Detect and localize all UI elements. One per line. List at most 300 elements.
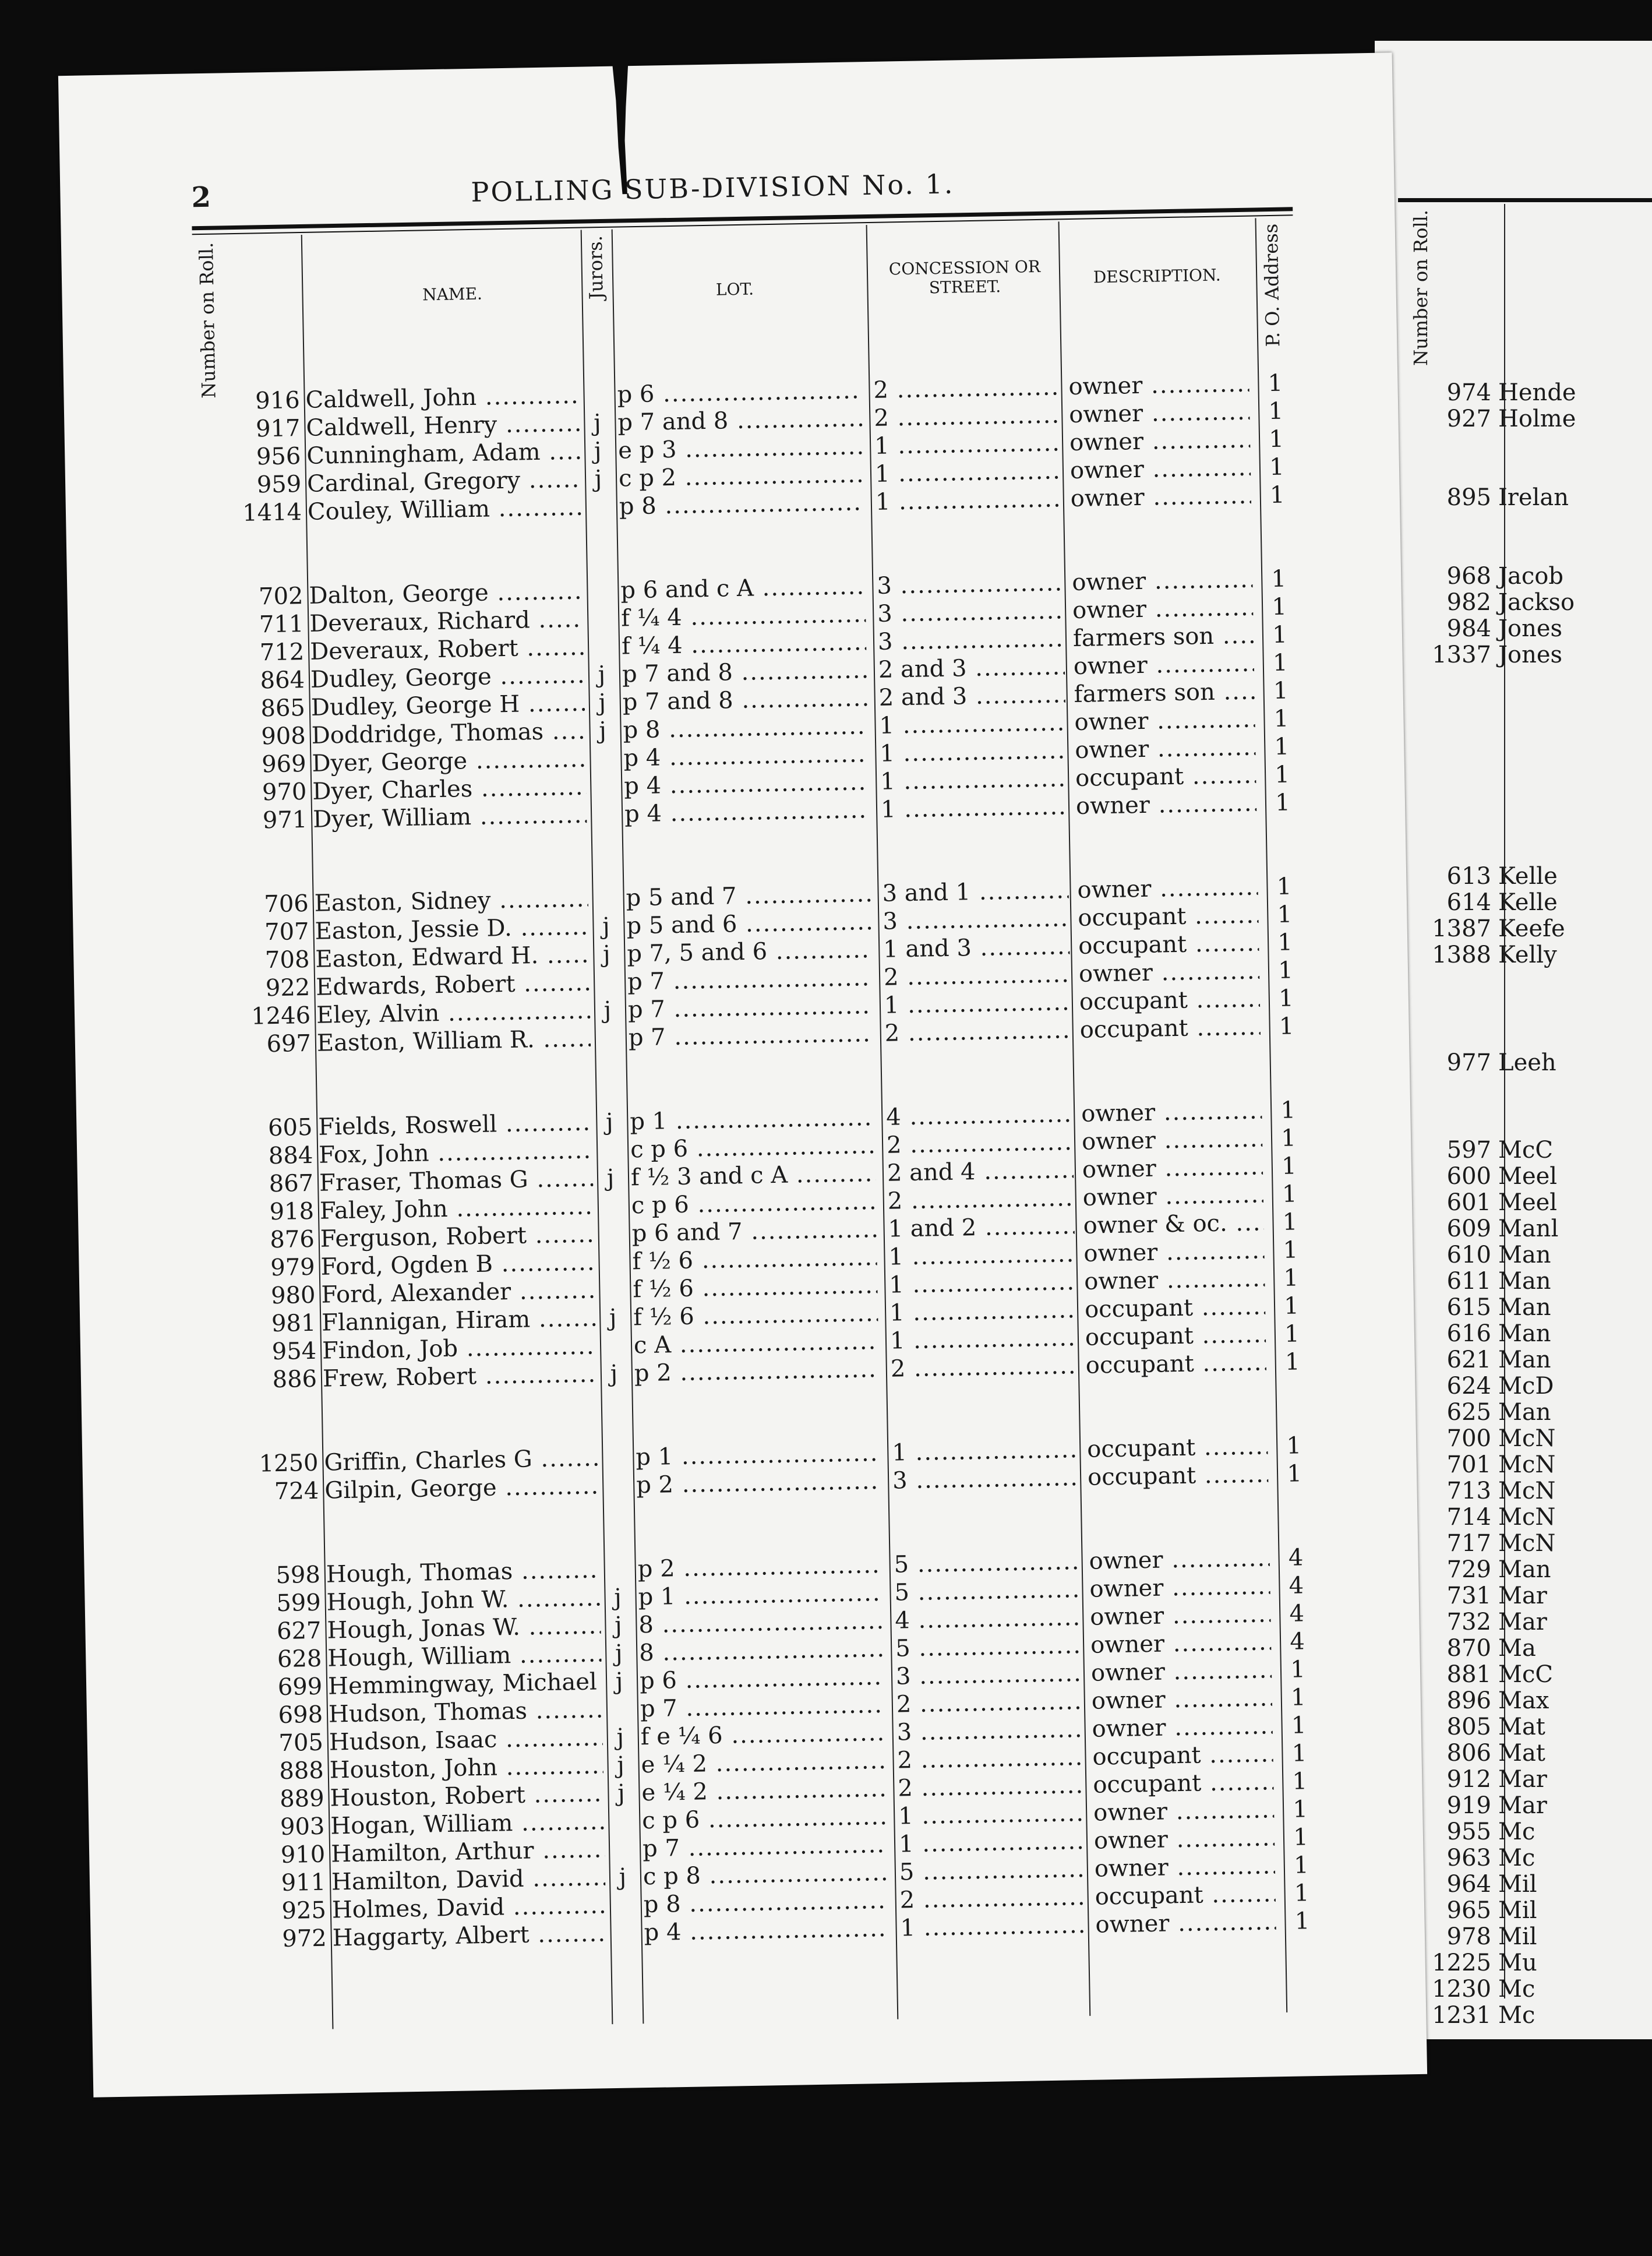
facing-entry bbox=[1386, 562, 1652, 590]
description: owner ..... bbox=[1069, 426, 1251, 457]
facing-entry bbox=[1386, 1870, 1652, 1898]
voter-name: Fox, John ..... bbox=[319, 1137, 593, 1169]
facing-roll-number: 614 bbox=[1446, 889, 1491, 916]
po-address: 1 bbox=[1271, 565, 1287, 593]
facing-voter-name: McN bbox=[1498, 1425, 1556, 1452]
page-header bbox=[191, 162, 1293, 216]
facing-roll-number: 601 bbox=[1446, 1189, 1491, 1216]
facing-roll-number: 965 bbox=[1446, 1897, 1491, 1924]
voter-name: Gilpin, George ..... bbox=[324, 1472, 599, 1504]
lot: p 4 ..... bbox=[624, 768, 869, 800]
facing-roll-number: 974 bbox=[1446, 379, 1491, 406]
voter-name: Faley, John ..... bbox=[320, 1193, 594, 1225]
description: occupant ..... bbox=[1085, 1348, 1266, 1379]
juror-mark bbox=[608, 1695, 631, 1696]
voter-name: Hemmingway, Michael ..... bbox=[328, 1668, 602, 1700]
description: owner ..... bbox=[1082, 1125, 1263, 1155]
facing-roll-number: 805 bbox=[1446, 1714, 1491, 1740]
description: occupant ..... bbox=[1079, 1013, 1261, 1044]
roll-number: 598 bbox=[276, 1561, 321, 1589]
facing-voter-name: Kelle bbox=[1498, 889, 1558, 916]
voter-name: Findon, Job ..... bbox=[322, 1332, 596, 1365]
facing-voter-name: McD bbox=[1498, 1373, 1554, 1400]
po-address: 1 bbox=[1280, 1097, 1296, 1124]
po-address: 4 bbox=[1288, 1544, 1304, 1571]
facing-voter-name: Mc bbox=[1498, 1845, 1535, 1871]
roll-number: 884 bbox=[268, 1141, 313, 1170]
facing-roll-number: 610 bbox=[1446, 1242, 1491, 1268]
roll-number: 867 bbox=[269, 1169, 314, 1198]
roll-number: 959 bbox=[256, 471, 302, 499]
voter-name: Hough, John W. ..... bbox=[326, 1584, 601, 1616]
concession: 3 ..... bbox=[896, 1715, 1083, 1747]
juror-mark: j bbox=[614, 1612, 623, 1639]
juror-mark: j bbox=[610, 1360, 618, 1388]
facing-voter-name: Kelle bbox=[1498, 863, 1558, 890]
description: owner ..... bbox=[1079, 957, 1260, 988]
description: owner ..... bbox=[1070, 454, 1251, 485]
po-address: 1 bbox=[1277, 957, 1294, 984]
description: owner ..... bbox=[1082, 1152, 1263, 1183]
voter-name: Dyer, George ..... bbox=[312, 745, 586, 778]
facing-roll-number: 984 bbox=[1446, 615, 1491, 642]
lot: c p 2 ..... bbox=[619, 460, 864, 492]
description: occupant ..... bbox=[1078, 929, 1259, 960]
facing-voter-name: Man bbox=[1498, 1399, 1551, 1426]
lot: p 4 ..... bbox=[644, 1915, 889, 1947]
facing-voter-name: Leeh bbox=[1498, 1049, 1556, 1076]
voter-name: Fraser, Thomas G ..... bbox=[319, 1165, 594, 1197]
facing-entry bbox=[1386, 1372, 1652, 1400]
po-address: 1 bbox=[1280, 1125, 1297, 1152]
juror-mark: j bbox=[619, 1863, 627, 1891]
po-address: 1 bbox=[1272, 621, 1288, 649]
lot: 8 ..... bbox=[638, 1607, 884, 1639]
description: occupant ..... bbox=[1075, 762, 1256, 792]
po-address: 1 bbox=[1272, 649, 1288, 677]
concession: 2 ..... bbox=[899, 1883, 1086, 1915]
facing-roll-number: 731 bbox=[1446, 1582, 1491, 1609]
facing-entry bbox=[1386, 615, 1652, 643]
juror-mark: j bbox=[602, 912, 610, 940]
concession: 2 ..... bbox=[874, 401, 1061, 432]
facing-voter-name: Mil bbox=[1498, 1897, 1537, 1924]
roll-number: 699 bbox=[277, 1673, 323, 1701]
roll-number: 956 bbox=[256, 443, 301, 471]
juror-mark: j bbox=[605, 1108, 613, 1136]
voter-name: Ford, Alexander ..... bbox=[321, 1276, 595, 1309]
facing-voter-name: Man bbox=[1498, 1268, 1551, 1295]
concession: 1 ..... bbox=[881, 792, 1068, 824]
facing-roll-number: 964 bbox=[1446, 1871, 1491, 1898]
lot: p 2 ..... bbox=[634, 1355, 879, 1387]
roll-number: 972 bbox=[282, 1924, 327, 1953]
voter-name: Couley, William ..... bbox=[308, 493, 582, 526]
po-address: 1 bbox=[1286, 1432, 1302, 1460]
lot: f ½ 6 ..... bbox=[632, 1243, 877, 1275]
facing-entry bbox=[1386, 915, 1652, 943]
roll-number: 922 bbox=[265, 974, 310, 1002]
description: occupant ..... bbox=[1088, 1460, 1269, 1491]
po-address: 1 bbox=[1269, 453, 1285, 481]
facing-number-column-header: Number on Roll. bbox=[1410, 210, 1432, 366]
roll-number: 917 bbox=[255, 415, 301, 443]
facing-entry bbox=[1386, 889, 1652, 916]
description: occupant ..... bbox=[1085, 1320, 1266, 1351]
voter-name: Dalton, George ..... bbox=[309, 577, 583, 610]
facing-roll-number: 895 bbox=[1446, 484, 1491, 511]
lot: p 4 ..... bbox=[624, 796, 870, 828]
juror-mark: j bbox=[598, 661, 606, 689]
facing-voter-name: McN bbox=[1498, 1451, 1556, 1478]
juror-mark bbox=[599, 1192, 622, 1193]
description: owner ..... bbox=[1084, 1264, 1265, 1295]
description: owner ..... bbox=[1083, 1236, 1265, 1267]
facing-voter-name: Keefe bbox=[1498, 915, 1565, 942]
lot: p 5 and 6 ..... bbox=[626, 908, 871, 940]
voter-name: Hamilton, Arthur ..... bbox=[331, 1835, 605, 1868]
roll-number: 712 bbox=[259, 639, 305, 667]
description: occupant ..... bbox=[1085, 1292, 1266, 1323]
concession: 2 and 3 ..... bbox=[878, 653, 1065, 684]
facing-entry bbox=[1386, 1582, 1652, 1610]
facing-voter-name: McC bbox=[1498, 1137, 1553, 1164]
concession: 3 and 1 ..... bbox=[882, 876, 1069, 908]
description: owner ..... bbox=[1095, 1908, 1276, 1938]
facing-entry bbox=[1386, 1477, 1652, 1505]
facing-roll-number: 700 bbox=[1446, 1425, 1491, 1452]
facing-voter-name: Mar bbox=[1498, 1609, 1547, 1635]
roll-number: 711 bbox=[259, 611, 304, 639]
lot: p 2 ..... bbox=[636, 1467, 881, 1499]
description: owner ..... bbox=[1094, 1852, 1275, 1883]
roll-number: 864 bbox=[260, 667, 305, 695]
lot: f ½ 3 and c A ..... bbox=[631, 1159, 876, 1192]
facing-roll-number: 615 bbox=[1446, 1294, 1491, 1321]
facing-entry bbox=[1386, 1556, 1652, 1584]
concession: 1 ..... bbox=[889, 1268, 1076, 1299]
voter-name: Frew, Robert ..... bbox=[323, 1360, 597, 1393]
roll-number: 705 bbox=[278, 1729, 324, 1757]
description: owner ..... bbox=[1089, 1544, 1270, 1575]
po-address: 1 bbox=[1271, 593, 1287, 621]
facing-roll-number: 611 bbox=[1446, 1268, 1491, 1295]
concession: 3 ..... bbox=[877, 597, 1064, 628]
concession: 1 ..... bbox=[900, 1911, 1087, 1943]
voter-name: Flannigan, Hiram ..... bbox=[322, 1304, 596, 1337]
facing-voter-name: Mar bbox=[1498, 1766, 1547, 1793]
facing-roll-number: 714 bbox=[1446, 1504, 1491, 1531]
juror-mark bbox=[600, 1248, 623, 1249]
lot: f ¼ 4 ..... bbox=[622, 628, 867, 660]
po-address-column-header: P. O. Address bbox=[1259, 223, 1284, 347]
facing-voter-name: Man bbox=[1498, 1556, 1551, 1583]
facing-voter-name: Man bbox=[1498, 1320, 1551, 1347]
description-column-header: DESCRIPTION. bbox=[1093, 265, 1221, 287]
description: occupant ..... bbox=[1079, 985, 1260, 1016]
po-address: 1 bbox=[1282, 1208, 1298, 1236]
lot: p 6 ..... bbox=[617, 376, 862, 408]
roll-number: 925 bbox=[281, 1897, 327, 1925]
lot: p 6 and 7 ..... bbox=[631, 1215, 877, 1247]
roll-number: 1414 bbox=[242, 499, 302, 527]
lot: p 8 ..... bbox=[643, 1887, 888, 1919]
lot: p 5 and 7 ..... bbox=[626, 880, 871, 912]
voter-name: Hogan, William ..... bbox=[330, 1807, 605, 1840]
lot: p 7 ..... bbox=[627, 964, 873, 996]
facing-voter-name: Meel bbox=[1498, 1189, 1558, 1216]
jurors-column-header: Jurors. bbox=[584, 235, 608, 300]
facing-entry bbox=[1386, 1293, 1652, 1321]
roll-number: 724 bbox=[274, 1477, 319, 1506]
facing-roll-number: 968 bbox=[1446, 563, 1491, 590]
voter-name: Houston, John ..... bbox=[329, 1751, 603, 1784]
facing-roll-number: 729 bbox=[1446, 1556, 1491, 1583]
facing-voter-name: Jacob bbox=[1498, 563, 1563, 590]
facing-roll-number: 919 bbox=[1446, 1792, 1491, 1819]
po-address: 1 bbox=[1284, 1320, 1300, 1348]
facing-entry bbox=[1386, 941, 1652, 969]
facing-roll-number: 701 bbox=[1446, 1451, 1491, 1478]
facing-roll-number: 621 bbox=[1446, 1346, 1491, 1373]
description: owner ..... bbox=[1082, 1180, 1263, 1211]
roll-number: 707 bbox=[264, 918, 309, 946]
voter-name: Dyer, Charles ..... bbox=[312, 773, 587, 806]
facing-voter-name: Mc bbox=[1498, 2002, 1535, 2029]
facing-roll-number: 625 bbox=[1446, 1399, 1491, 1426]
facing-entry bbox=[1386, 1503, 1652, 1531]
facing-entry bbox=[1386, 1897, 1652, 1924]
description: owner ..... bbox=[1072, 566, 1253, 597]
voter-name: Griffin, Charles G ..... bbox=[324, 1444, 598, 1476]
roll-number: 910 bbox=[280, 1841, 326, 1869]
description: owner ..... bbox=[1092, 1712, 1273, 1743]
roll-number: 697 bbox=[266, 1030, 312, 1058]
description: farmers son ..... bbox=[1074, 678, 1255, 708]
lot-column-header: LOT. bbox=[715, 279, 754, 299]
facing-voter-name: Mat bbox=[1498, 1714, 1545, 1740]
facing-roll-number: 609 bbox=[1446, 1215, 1491, 1242]
po-address: 1 bbox=[1293, 1796, 1308, 1823]
facing-roll-number: 613 bbox=[1446, 863, 1491, 890]
lot: p 6 and c A ..... bbox=[620, 572, 866, 604]
facing-voter-name: Hende bbox=[1498, 379, 1576, 406]
concession: 3 ..... bbox=[878, 625, 1065, 656]
description: owner ..... bbox=[1093, 1796, 1275, 1827]
voter-name: Dudley, George ..... bbox=[310, 661, 585, 694]
lot: p 8 ..... bbox=[623, 712, 868, 744]
po-address: 1 bbox=[1292, 1768, 1308, 1795]
facing-entry bbox=[1386, 1346, 1652, 1374]
juror-mark bbox=[595, 968, 619, 969]
facing-roll-number: 963 bbox=[1446, 1845, 1491, 1871]
facing-roll-number: 881 bbox=[1446, 1661, 1491, 1688]
facing-entry bbox=[1386, 1529, 1652, 1557]
facing-voter-name: McN bbox=[1498, 1478, 1556, 1504]
concession: 1 ..... bbox=[898, 1799, 1085, 1831]
concession: 5 ..... bbox=[899, 1855, 1086, 1887]
juror-mark: j bbox=[598, 689, 606, 717]
concession: 3 ..... bbox=[883, 904, 1069, 936]
roll-number: 971 bbox=[262, 806, 308, 834]
voter-name: Houston, Robert ..... bbox=[330, 1779, 604, 1812]
facing-voter-name: Mar bbox=[1498, 1792, 1547, 1819]
facing-roll-number: 912 bbox=[1446, 1766, 1491, 1793]
description: owner ..... bbox=[1091, 1656, 1272, 1687]
juror-mark bbox=[596, 1024, 619, 1025]
lot: p 7 ..... bbox=[628, 992, 873, 1024]
juror-mark: j bbox=[599, 717, 607, 745]
voter-name: Ferguson, Robert ..... bbox=[320, 1221, 594, 1253]
facing-entry bbox=[1386, 484, 1652, 512]
po-address: 4 bbox=[1289, 1628, 1305, 1655]
facing-roll-number: 1230 bbox=[1432, 1976, 1491, 2003]
po-address: 1 bbox=[1294, 1908, 1310, 1935]
roll-number: 628 bbox=[277, 1645, 322, 1673]
name-column-header: NAME. bbox=[422, 284, 483, 305]
lot: c p 8 ..... bbox=[643, 1859, 888, 1891]
concession: 5 ..... bbox=[894, 1548, 1081, 1579]
description: occupant ..... bbox=[1095, 1880, 1276, 1910]
facing-roll-number: 955 bbox=[1446, 1818, 1491, 1845]
facing-roll-number: 978 bbox=[1446, 1923, 1491, 1950]
juror-mark: j bbox=[617, 1751, 625, 1779]
roll-number: 605 bbox=[267, 1113, 313, 1142]
facing-voter-name: Mil bbox=[1498, 1871, 1537, 1898]
voter-name: Dyer, William ..... bbox=[313, 801, 587, 834]
facing-voter-name: McN bbox=[1498, 1530, 1556, 1557]
description: owner ..... bbox=[1073, 650, 1254, 681]
description: owner ..... bbox=[1094, 1824, 1275, 1855]
facing-voter-name: Manl bbox=[1498, 1215, 1559, 1242]
roll-number: 702 bbox=[258, 583, 303, 611]
description: owner ..... bbox=[1072, 594, 1254, 625]
po-address: 1 bbox=[1277, 929, 1293, 956]
description: owner ..... bbox=[1068, 370, 1249, 401]
roll-number: 865 bbox=[260, 695, 306, 722]
page-title: POLLING SUB-DIVISION No. 1. bbox=[471, 168, 955, 208]
po-address: 1 bbox=[1284, 1348, 1300, 1376]
roll-number: 888 bbox=[278, 1757, 324, 1785]
concession: 1 ..... bbox=[890, 1324, 1077, 1355]
facing-roll-number: 1387 bbox=[1432, 915, 1491, 942]
voter-name: Hamilton, David ..... bbox=[331, 1863, 606, 1896]
concession: 1 ..... bbox=[888, 1240, 1075, 1271]
roll-number: 889 bbox=[279, 1785, 324, 1813]
description: owner ..... bbox=[1076, 789, 1257, 820]
po-address: 1 bbox=[1291, 1740, 1307, 1767]
concession-column-header: CONCESSION OR STREET. bbox=[888, 256, 1041, 298]
facing-roll-number: 1337 bbox=[1432, 641, 1491, 668]
roll-number: 599 bbox=[276, 1589, 322, 1617]
facing-entry bbox=[1386, 1923, 1652, 1951]
concession: 2 ..... bbox=[884, 960, 1071, 992]
lot: 8 ..... bbox=[639, 1635, 884, 1667]
concession: 2 ..... bbox=[897, 1743, 1084, 1775]
facing-voter-name: McC bbox=[1498, 1661, 1553, 1688]
po-address: 1 bbox=[1283, 1264, 1299, 1292]
concession: 3 ..... bbox=[892, 1464, 1079, 1495]
po-address: 1 bbox=[1273, 677, 1289, 704]
po-address: 1 bbox=[1268, 397, 1284, 425]
voter-name: Doddridge, Thomas ..... bbox=[311, 717, 585, 750]
facing-entry bbox=[1386, 1451, 1652, 1479]
facing-roll-number: 597 bbox=[1446, 1137, 1491, 1164]
po-address: 1 bbox=[1291, 1712, 1307, 1739]
voter-name: Ford, Ogden B ..... bbox=[320, 1248, 595, 1281]
facing-roll-number: 713 bbox=[1446, 1478, 1491, 1504]
voter-name: Easton, Jessie D. ..... bbox=[315, 913, 589, 946]
lot: p 7 ..... bbox=[640, 1691, 885, 1723]
description: owner ..... bbox=[1070, 482, 1251, 513]
facing-roll-number: 1388 bbox=[1432, 942, 1491, 968]
facing-entry bbox=[1386, 1267, 1652, 1295]
facing-voter-name: Jackso bbox=[1498, 589, 1575, 616]
roll-number: 970 bbox=[262, 778, 307, 806]
lot: p 7 and 8 ..... bbox=[622, 656, 867, 688]
description: owner & oc. ..... bbox=[1083, 1208, 1264, 1239]
facing-entry bbox=[1386, 1949, 1652, 1977]
facing-entry bbox=[1386, 588, 1652, 616]
concession: 1 ..... bbox=[892, 1436, 1079, 1467]
concession: 3 ..... bbox=[877, 569, 1064, 600]
concession: 4 ..... bbox=[895, 1603, 1082, 1635]
facing-entry bbox=[1386, 379, 1652, 407]
voter-name: Easton, Edward H. ..... bbox=[315, 941, 590, 974]
concession: 2 and 3 ..... bbox=[878, 681, 1065, 712]
facing-entry bbox=[1386, 1425, 1652, 1453]
lot: f ½ 6 ..... bbox=[633, 1271, 878, 1303]
facing-roll-number: 616 bbox=[1446, 1320, 1491, 1347]
roll-number: 981 bbox=[271, 1309, 316, 1338]
facing-voter-name: Man bbox=[1498, 1346, 1551, 1373]
concession: 1 ..... bbox=[879, 708, 1066, 740]
description: owner ..... bbox=[1074, 706, 1255, 736]
juror-mark: j bbox=[603, 996, 612, 1024]
lot: p 7 ..... bbox=[643, 1831, 888, 1863]
lot: e ¼ 2 ..... bbox=[641, 1775, 887, 1807]
voter-name: Hough, Jonas W. ..... bbox=[327, 1612, 601, 1644]
lot: p 1 ..... bbox=[638, 1579, 883, 1611]
facing-roll-number: 624 bbox=[1446, 1373, 1491, 1400]
facing-roll-number: 870 bbox=[1446, 1635, 1491, 1662]
facing-roll-number: 732 bbox=[1446, 1609, 1491, 1635]
facing-entry bbox=[1386, 1241, 1652, 1269]
po-address: 1 bbox=[1279, 1013, 1294, 1040]
description: owner ..... bbox=[1089, 1572, 1270, 1603]
facing-voter-name: Holme bbox=[1498, 406, 1576, 432]
roll-number: 627 bbox=[276, 1617, 322, 1645]
lot: c p 6 ..... bbox=[630, 1131, 876, 1164]
facing-roll-number: 600 bbox=[1446, 1163, 1491, 1190]
juror-mark: j bbox=[594, 438, 602, 465]
juror-mark bbox=[585, 381, 608, 382]
concession: 1 ..... bbox=[884, 988, 1071, 1020]
juror-mark: j bbox=[616, 1723, 624, 1751]
po-address: 1 bbox=[1274, 733, 1290, 760]
description: occupant ..... bbox=[1092, 1740, 1273, 1771]
facing-header-rule bbox=[1398, 198, 1652, 202]
lot: p 1 ..... bbox=[636, 1439, 881, 1471]
juror-mark: j bbox=[615, 1640, 623, 1667]
facing-voter-name: Mil bbox=[1498, 1923, 1537, 1950]
voter-name: Easton, Sidney ..... bbox=[314, 885, 588, 918]
description: occupant ..... bbox=[1087, 1432, 1268, 1463]
lot: p 4 ..... bbox=[623, 740, 869, 772]
juror-mark: j bbox=[593, 410, 602, 437]
juror-mark: j bbox=[606, 1164, 615, 1192]
roll-number: 706 bbox=[264, 890, 309, 918]
